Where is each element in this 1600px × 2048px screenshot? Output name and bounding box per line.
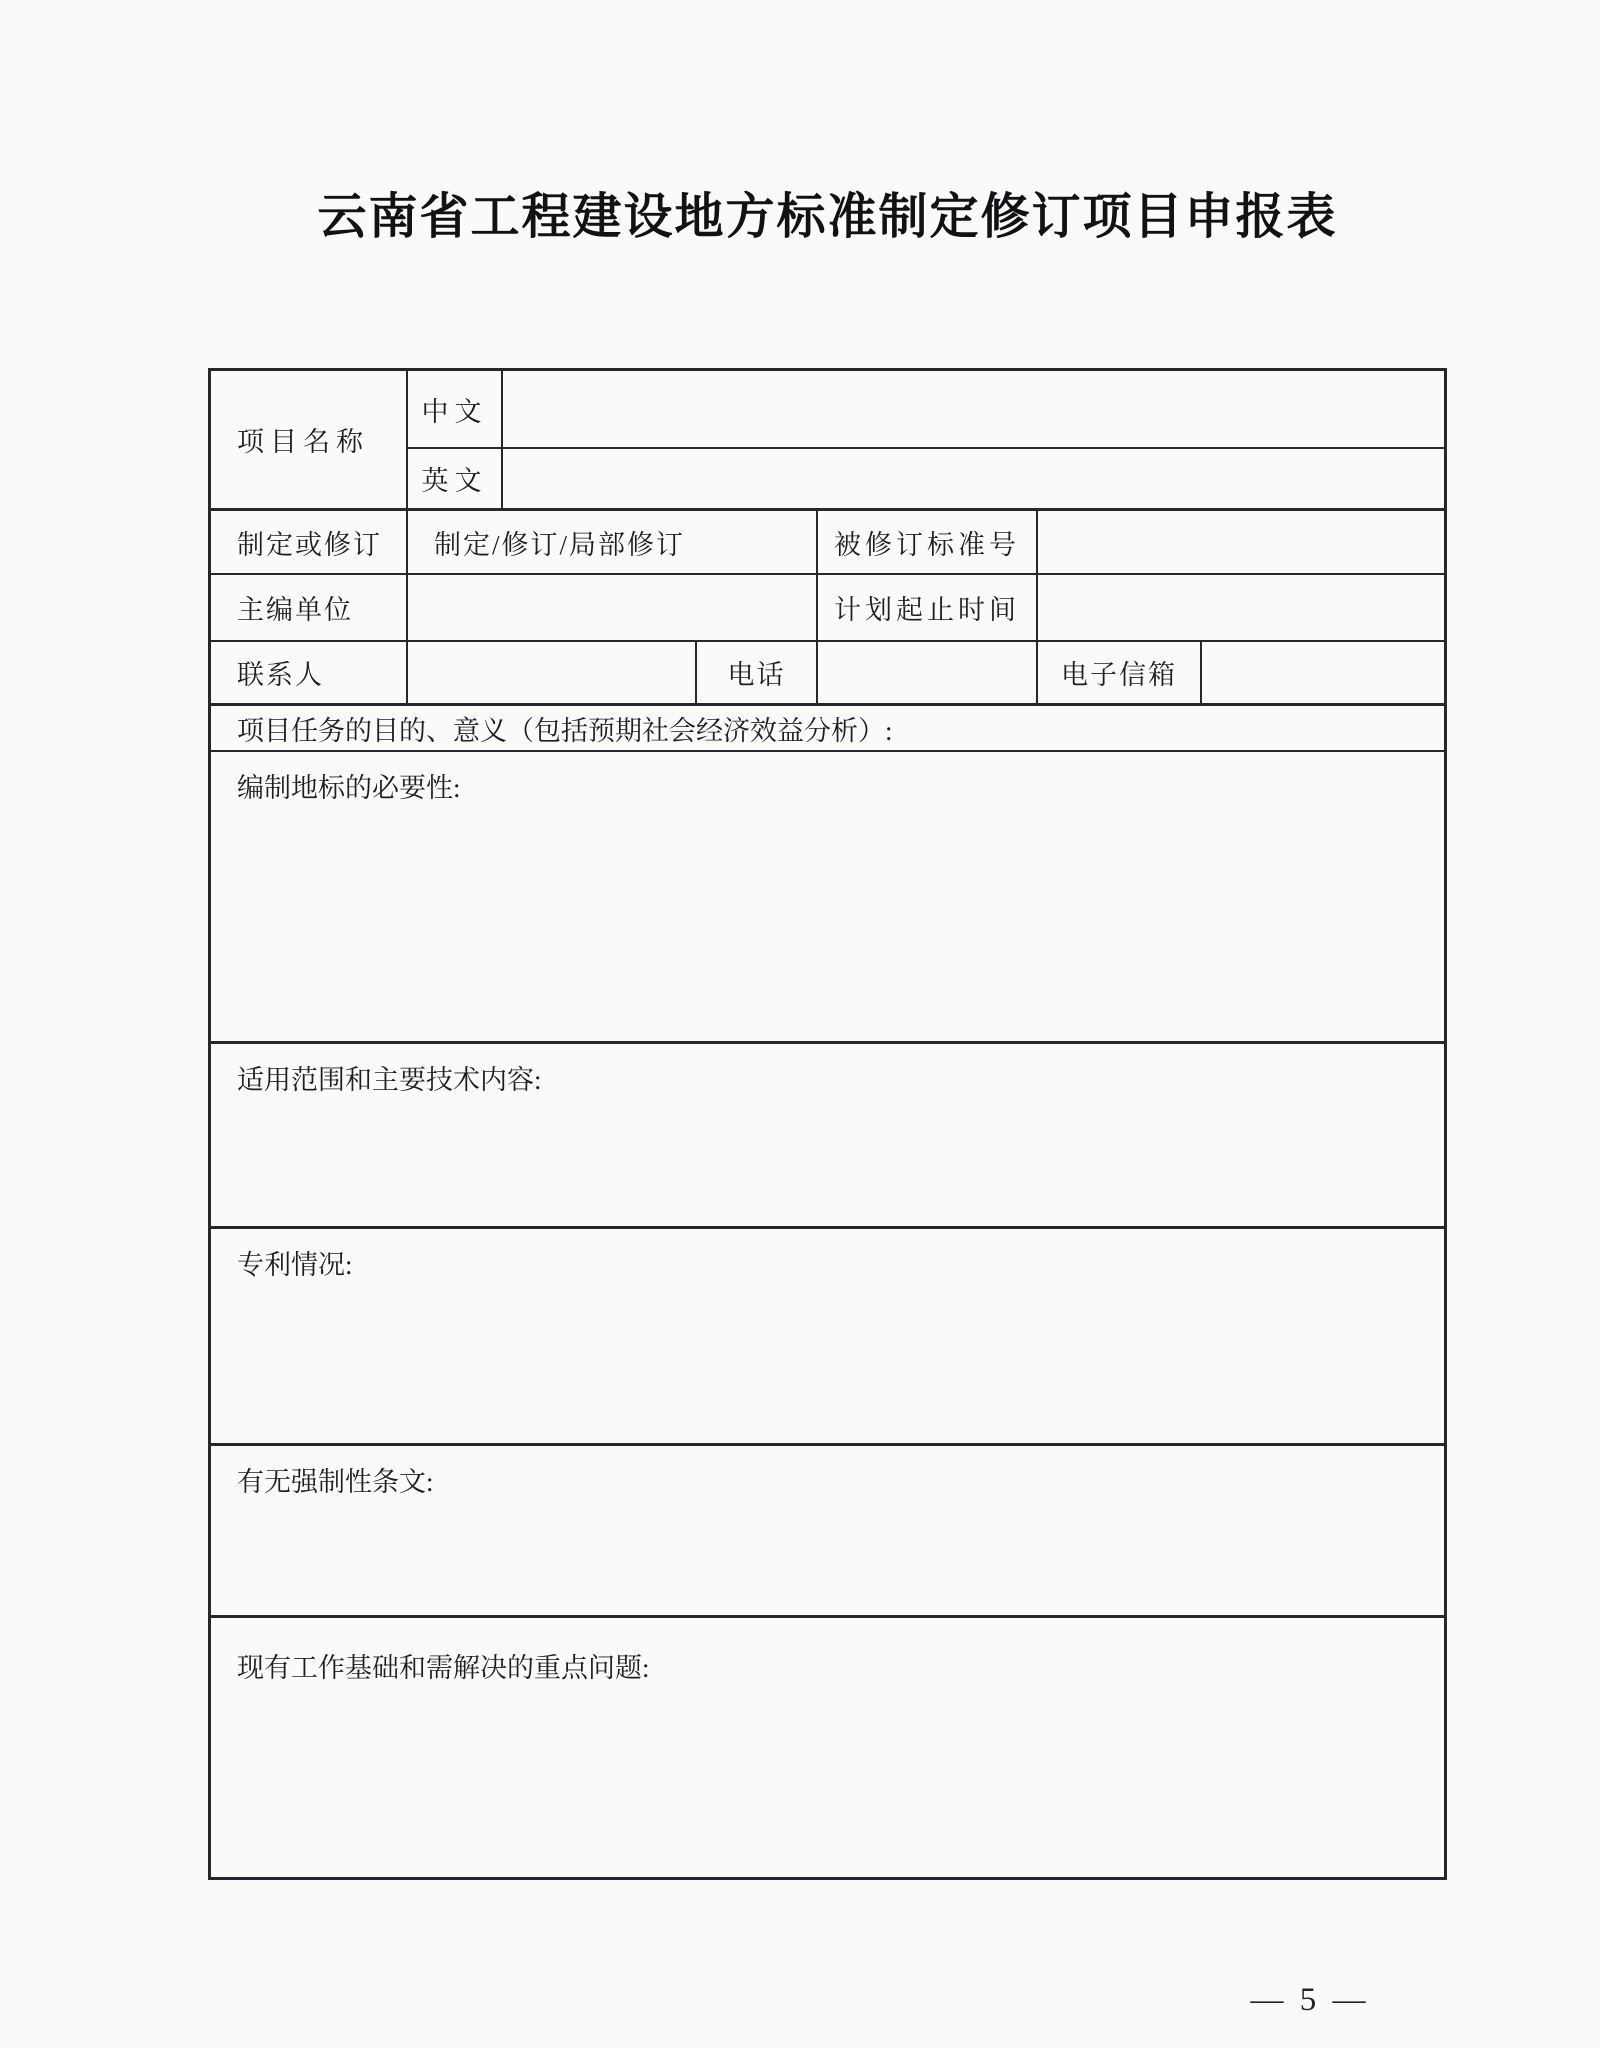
application-form-table: [208, 368, 1447, 1880]
row-purpose: [211, 703, 1444, 750]
row-work-basis: [211, 1615, 1444, 1877]
english-name-field: [501, 449, 1444, 508]
page-number: — 5 —: [1250, 1982, 1370, 2018]
formulate-or-revise-label: 制定或修订: [237, 529, 382, 560]
phone-label: 电话: [695, 642, 816, 703]
chief-unit-field: [406, 575, 816, 640]
work-basis-label: 现有工作基础和需解决的重点问题:: [237, 1653, 650, 1683]
schedule-label: 计划起止时间: [816, 575, 1036, 640]
chief-unit-label: 主编单位: [237, 595, 353, 625]
row-formulate-or-revise: [211, 508, 1444, 573]
phone-field: [816, 642, 1036, 703]
contact-field: [406, 642, 695, 703]
formulate-or-revise-value: 制定/修订/局部修订: [406, 511, 816, 573]
row-chief-unit: [211, 573, 1444, 640]
english-label: 英文: [406, 449, 501, 508]
subrow-chinese: [406, 371, 1444, 447]
revised-standard-no-label: 被修订标准号: [816, 511, 1036, 573]
email-field: [1200, 642, 1444, 703]
patent-label: 专利情况:: [237, 1250, 353, 1280]
mandatory-provisions-label: 有无强制性条文:: [237, 1467, 434, 1497]
project-name-subrows: [406, 371, 1444, 508]
contact-label: 联系人: [237, 660, 324, 690]
row-project-name: [211, 371, 1444, 508]
project-name-label: 项目名称: [237, 427, 369, 457]
subrow-english: [406, 447, 1444, 508]
row-contact: [211, 640, 1444, 703]
revised-standard-no-field: [1036, 511, 1444, 573]
row-scope: [211, 1041, 1444, 1226]
scope-label: 适用范围和主要技术内容:: [237, 1065, 542, 1095]
necessity-label: 编制地标的必要性:: [237, 773, 461, 803]
row-mandatory-provisions: [211, 1443, 1444, 1615]
row-necessity: [211, 750, 1444, 1041]
chinese-name-field: [501, 371, 1444, 447]
chinese-label: 中文: [406, 371, 501, 447]
email-label: 电子信箱: [1036, 642, 1200, 703]
purpose-label: 项目任务的目的、意义（包括预期社会经济效益分析）:: [237, 715, 893, 746]
page-title: 云南省工程建设地方标准制定修订项目申报表: [317, 189, 1338, 244]
schedule-field: [1036, 575, 1444, 640]
row-patent: [211, 1226, 1444, 1443]
